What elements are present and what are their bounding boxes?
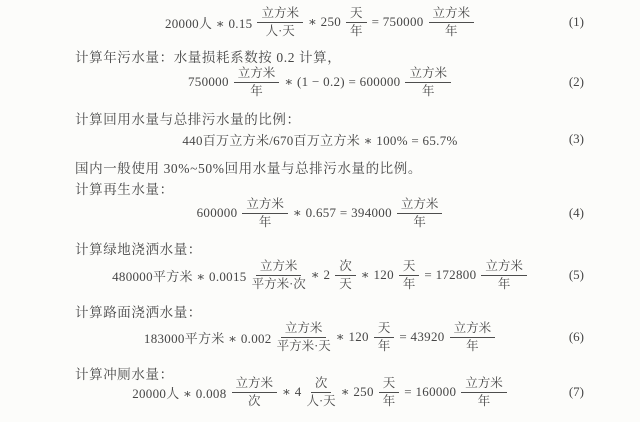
fraction <box>397 197 443 230</box>
fraction <box>450 321 496 354</box>
fraction-numerator: 天 <box>399 259 420 276</box>
fraction <box>374 321 395 354</box>
equation-row-6 <box>0 317 640 357</box>
fraction <box>335 259 356 292</box>
fraction-numerator: 立方米 <box>429 6 475 23</box>
fraction-denominator: 平方米·天 <box>276 338 331 353</box>
fraction-numerator: 立方米 <box>234 66 280 83</box>
fraction <box>257 6 303 39</box>
fraction-numerator: 立方米 <box>461 376 507 393</box>
fraction-denominator: 年 <box>413 214 426 229</box>
fraction-denominator: 年 <box>421 83 435 98</box>
fraction-numerator: 天 <box>379 376 400 393</box>
equation-number-2: (2) <box>568 74 584 89</box>
fraction-denominator: 年 <box>402 276 416 291</box>
paragraph-line: 计算再生水量： <box>75 182 174 197</box>
equation-row-4 <box>0 194 640 232</box>
equation-number-1: (1) <box>568 14 584 29</box>
equation-row-3 <box>0 128 640 150</box>
paragraph-line: 计算绿地浇洒水量： <box>75 242 202 257</box>
equation-row-2 <box>0 63 640 101</box>
fraction-numerator: 立方米 <box>397 197 443 214</box>
equation-6-term: = 43920 <box>399 329 445 344</box>
equation-3-term: 440百万立方米/670百万立方米 ∗ 100% = 65.7% <box>182 132 458 148</box>
fraction <box>461 376 507 409</box>
fraction-denominator: 人·天 <box>306 393 336 408</box>
equation-number-7: (7) <box>568 384 584 399</box>
fraction-denominator: 人·天 <box>265 23 295 38</box>
equation-1-term: = 750000 <box>371 14 424 29</box>
fraction <box>307 376 336 409</box>
fraction <box>429 6 475 39</box>
equation-7-term: ∗ 4 <box>282 384 302 399</box>
fraction-denominator: 年 <box>445 23 458 38</box>
fraction <box>405 66 451 99</box>
fraction-denominator: 年 <box>382 393 396 408</box>
equation-number-5: (5) <box>568 267 584 282</box>
fraction <box>252 259 306 292</box>
equation-4-term: 600000 <box>196 205 238 220</box>
equation-1-term: ∗ 250 <box>307 14 342 29</box>
equation-2-term: 750000 <box>187 74 229 89</box>
equation-7-term: 20000人 ∗ 0.008 <box>132 385 227 401</box>
equation-row-5 <box>0 255 640 295</box>
fraction-numerator: 天 <box>346 6 367 23</box>
equation-1-body <box>163 6 477 39</box>
equation-6-term: ∗ 120 <box>335 329 369 344</box>
equation-3-body <box>180 130 459 149</box>
fraction <box>277 321 331 354</box>
fraction <box>242 197 288 230</box>
equation-5-term: ∗ 2 <box>310 267 331 282</box>
equation-6-body <box>142 321 498 354</box>
fraction-denominator: 年 <box>477 393 491 408</box>
fraction-numerator: 立方米 <box>242 197 288 214</box>
fraction-numerator: 立方米 <box>450 321 496 338</box>
equation-7-term: ∗ 250 <box>340 384 374 399</box>
fraction-denominator: 平方米·次 <box>251 276 306 291</box>
fraction <box>399 259 420 292</box>
equation-7-body <box>130 376 510 409</box>
equation-6-term: 183000平方米 ∗ 0.002 <box>143 330 272 346</box>
equation-1-term: 20000人 ∗ 0.15 <box>164 15 253 31</box>
fraction-denominator: 年 <box>466 338 479 353</box>
equation-row-1 <box>0 3 640 41</box>
equation-2-body <box>186 66 454 99</box>
equation-number-6: (6) <box>568 329 584 344</box>
fraction-numerator: 立方米 <box>257 6 303 23</box>
equation-number-4: (4) <box>568 205 584 220</box>
fraction-numerator: 次 <box>335 259 356 276</box>
fraction <box>481 259 527 292</box>
fraction-numerator: 立方米 <box>405 66 451 83</box>
equation-5-body <box>110 259 530 292</box>
fraction-denominator: 年 <box>258 214 272 229</box>
equation-5-term: 480000平方米 ∗ 0.0015 <box>112 268 247 284</box>
fraction-denominator: 年 <box>377 338 391 353</box>
equation-5-term: = 172800 <box>424 267 477 282</box>
fraction-numerator: 立方米 <box>256 259 302 276</box>
paragraph-line: 计算回用水量与总排污水量的比例： <box>75 112 301 127</box>
fraction-denominator: 天 <box>339 276 352 291</box>
fraction <box>232 376 278 409</box>
fraction-numerator: 次 <box>311 376 332 393</box>
fraction-numerator: 天 <box>374 321 395 338</box>
paragraph-line: 国内一般使用 30%~50%回用水量与总排污水量的比例。 <box>75 161 422 176</box>
fraction-denominator: 次 <box>248 393 261 408</box>
fraction <box>346 6 367 39</box>
equation-2-term: ∗ (1 − 0.2) = 600000 <box>284 74 401 89</box>
fraction-denominator: 年 <box>250 83 263 98</box>
fraction-denominator: 年 <box>497 276 511 291</box>
equation-7-term: = 160000 <box>404 384 457 399</box>
equation-row-7 <box>0 372 640 412</box>
equation-5-term: ∗ 120 <box>360 267 394 282</box>
fraction-numerator: 立方米 <box>481 259 527 276</box>
equation-4-body <box>195 197 446 230</box>
fraction <box>379 376 400 409</box>
fraction-numerator: 立方米 <box>232 376 278 393</box>
paragraph-line: 计算年污水量：水量损耗系数按 0.2 计算， <box>75 50 342 65</box>
paragraph-line: 计算路面浇洒水量： <box>75 305 202 320</box>
equation-number-3: (3) <box>568 131 584 146</box>
fraction <box>234 66 280 99</box>
equation-4-term: ∗ 0.657 = 394000 <box>292 205 392 220</box>
fraction-denominator: 年 <box>350 23 363 38</box>
fraction-numerator: 立方米 <box>281 321 327 338</box>
paragraph-line: 计算冲厕水量： <box>75 367 174 382</box>
